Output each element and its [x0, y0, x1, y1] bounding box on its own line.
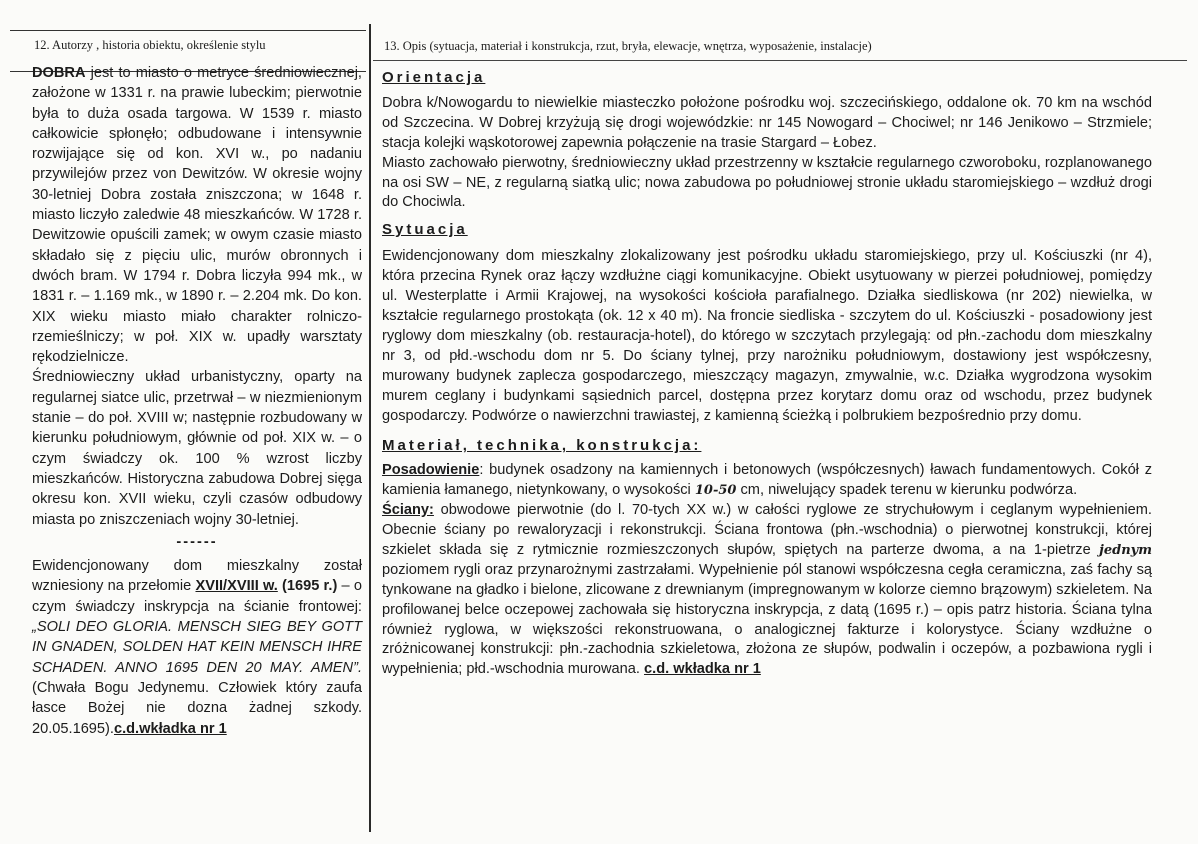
posadowienie-text-a: : budynek osadzony na kamiennych i betonowych (współczesnych) ławach fundamentowych. Cokół z kamienia łamanego, nietynkowany, o wysokości [382, 462, 1152, 499]
posadowienie-text-b: cm, niwelujący spadek terenu w kierunku podwórza. [740, 482, 1078, 499]
sciany-handwritten-word: jednym [1099, 542, 1152, 558]
sciany-paragraph [382, 501, 1152, 680]
posadowienie-paragraph [382, 461, 1152, 501]
sciany-label: Ściany: [382, 502, 434, 519]
history-paragraph [32, 63, 362, 367]
house-text-b: – o czym świadczy inskrypcja na ścianie frontowej: [32, 578, 362, 615]
urban-layout-paragraph: Średniowieczny układ urbanistyczny, oparty na regularnej siatce ulic, przetrwał – w niezmienionym stanie – do poł. XVIII w; następnie rozbudowany w kierunku południowym, głównie od poł. XIX w. – o czym świadczy ok. 100 % wzrost liczby mieszkańców. Historyczna zabudowa Dobrej sięga okresu kon. XVII wieku, czyli czasów odbudowy miasta po zniszczeniach wojny 30-letniej. [32, 369, 362, 528]
right-header-rule [373, 60, 1187, 61]
orientacja-heading: Orientacja [382, 69, 486, 86]
material-heading: Materiał, technika, konstrukcja: [382, 437, 702, 455]
house-inscription: „SOLI DEO GLORIA. MENSCH SIEG BEY GOTT IN GNADEN, SOLDEN HAT KEIN MENSCH IHRE SCHADEN. ANNO 1695 DEN 20 MAY. AMEN”. [32, 619, 362, 676]
left-column-header: 12. Autorzy , historia obiektu, określenie stylu [34, 38, 266, 52]
column-divider [369, 24, 371, 832]
continued-note-left: c.d.wkładka nr 1 [113, 720, 227, 737]
house-text-c: (Chwała Bogu Jedynemu. Człowiek który zaufa łasce Bożej nie dozna żadnej szkody. 20.05.1695). [32, 679, 362, 737]
house-dating-paragraph [32, 556, 362, 739]
town-name: DOBRA [32, 65, 86, 81]
right-column-header: 13. Opis (sytuacja, materiał i konstrukcja, rzut, bryła, elewacje, wnętrza, wyposażenie, instalacje) [384, 39, 872, 53]
house-century: XVII/XVIII w. [195, 578, 278, 595]
house-year: (1695 r.) [282, 578, 338, 595]
house-text-a: Ewidencjonowany dom mieszkalny został wzniesiony na przełomie [32, 558, 362, 595]
sytuacja-heading: Sytuacja [382, 221, 468, 239]
sytuacja-paragraph: Ewidencjonowany dom mieszkalny zlokalizowany jest pośrodku układu staromiejskiego, przy ul. Kościuszki (nr 4), która przecina Rynek oraz łączy wzdłużne ciągi komunikacyjne. Obiekt usytuowany w pierzei południowej, pomiędzy ul. Westerplatte i Armii Krajowej, na wysokości kościoła parafialnego. Działka siedliskowa (nr 202) niewielka, w kształcie regularnego prostokąta (ok. 12 x 40 m). Na froncie siedliska - szczytem do ul. Kościuszki - posadowiony jest ryglowy dom mieszkalny (ob. restauracja-hotel), do którego w szczytach przylegają: od płn.-zachodu dom mieszkalny nr 3, od płd.-wschodu dom nr 5. Do ściany tylnej, przy narożniku południowym, dostawiony jest współczesny, murowany budynek zaplecza gospodarczego, mieszczący magazyn, zmywalnie, w.c. Działka wygrodzona wysokim murem ceglany i budynkami sąsiednich parcel, dostępna przez korytarz domu oraz od wschodu, przez budynek gospodarczy. Podwórze o nawierzchni trawiastej, z kamienną ścieżką i polbrukiem bezpośrednio przy domu. [382, 248, 1152, 424]
posadowienie-height: 10-50 [694, 483, 737, 499]
history-text: jest to miasto o metryce średniowiecznej, założone w 1331 r. na prawie lubeckim; pierwotnie była to duża osada targowa. W 1539 r. miasto całkowicie spłonęło; odbudowane i intensywnie rozwijające się od kon. XVI w., po nadaniu przywilejów przez von Dewitzów. W okresie wojny 30-letniej Dobra została zniszczona; w 1648 r. miasto liczyło zaledwie 48 mieszkańców. W 1728 r. Dewitzowie opuścili zamek; w owym czasie miasto składało się z pięciu ulic, murów obronnych i dwóch bram. W 1794 r. Dobra liczyła 994 mk., w 1831 r. – 1.169 mk., w 1890 r. – 2.204 mk. Do kon. XIX wieku miasto miało charakter rolniczo-rzemieślniczy; w poł. XIX w. upadły warsztaty rękodzielnicze. [32, 65, 362, 366]
sciany-text-a: obwodowe pierwotnie (do l. 70-tych XX w.) w całości ryglowe ze strychułowym i ceglanym wypełnieniem. Obecnie ściany po rewaloryzacji i rekonstrukcji. Ściana frontowa (płn.-wschodnia) o pierwotnej konstrukcji, której szkielet składa się z rytmicznie rozmieszczonych słupów, spiętych na parterze dwoma, a na 1-pietrze [382, 502, 1152, 558]
orientacja-paragraph-1: Dobra k/Nowogardu to niewielkie miasteczko położone pośrodku woj. szczecińskiego, oddalone ok. 70 km na wschód od Szczecina. W Dobrej krzyżują się drogi wojewódzkie: nr 145 Nowogard – Chociwel; nr 146 Jenikowo – Strzmiele; stacja kolejki wąskotorowej zapewnia połączenie na trasie Stargard – Łobez. [382, 94, 1152, 151]
posadowienie-label: Posadowienie [382, 462, 480, 479]
orientacja-paragraph-2: Miasto zachowało pierwotny, średniowieczny układ przestrzenny w kształcie regularnego czworoboku, rozplanowanego na osi SW – NE, z regularną siatką ulic; nowa zabudowa po południowej stronie układu staromiejskiego – wzdłuż drogi do Chociwla. [382, 154, 1152, 211]
continued-note-right: c.d. wkładka nr 1 [644, 661, 761, 678]
separator: ------ [176, 533, 218, 550]
sciany-text-b: poziomem rygli oraz przynarożnymi zastrzałami. Wypełnienie pól stanowi współczesna cegła ceramiczna, zaś fachy są tynkowane na gładko i bielone, zlicowane z drewnianym (impregnowanym w kolorze ciemno brązowym) szkieletem. Na profilowanej belce oczepowej zachowała się historyczna inskrypcja, z datą (1695 r.) – opis patrz historia. Ściana tylna również ryglowa, w większości rekonstruowana, o analogicznej fakturze i kolorystyce. Ściany wzdłużne o zróżnicowanej konstrukcji: płn.-zachodnia szkieletowa, złożona ze słupów, podwalin i oczepów, a pozbawiona rygli i wypełnienia; płd.-wschodnia murowana. [382, 561, 1152, 678]
history-column [32, 63, 362, 739]
description-column [382, 68, 1152, 680]
